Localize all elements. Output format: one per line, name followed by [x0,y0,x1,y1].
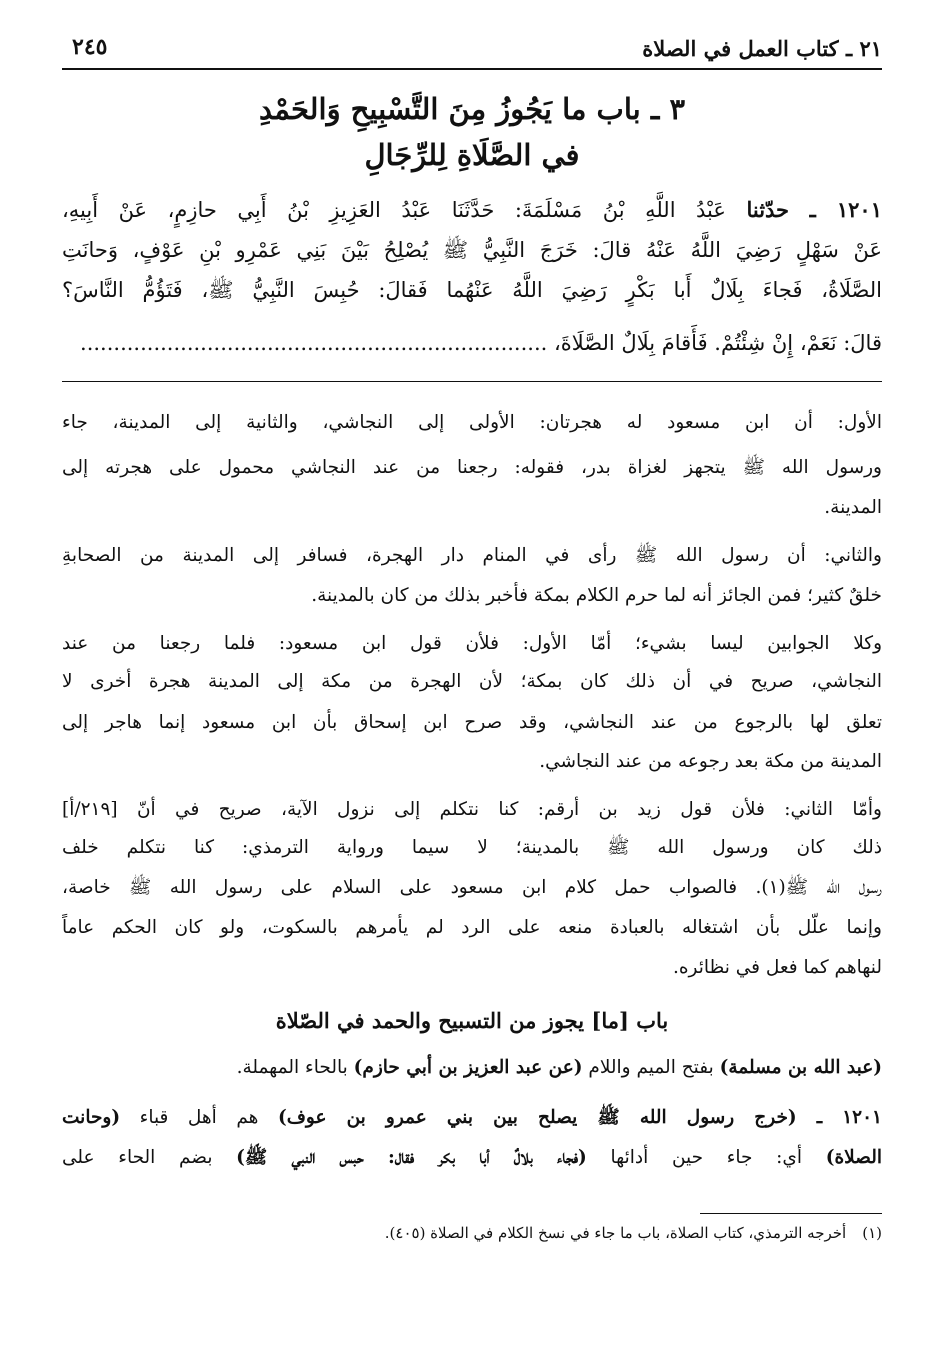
commentary-text: هم أهل قباء [120,1107,278,1128]
chapter-title-line-2: في الصَّلَاةِ لِلرِّجَالِ [364,138,580,172]
commentary-line-9: المدينة من مكة بعد رجوعه من عند النجاشي. [539,751,882,772]
hadith-number: ١٢٠١ ـ [809,197,882,222]
commentary-line-10: وأمّا الثاني: فلأن قول زيد بن أرقم: كنا نتكلم إلى نزول الآية، صريح في أنّ [٢١٩/أ] [62,799,882,820]
hadith-line-3: الصَّلَاةُ، فَجاءَ بِلَالٌ أَبا بَكْرٍ رَضِيَ اللَّهُ عَنْهُما فَقالَ: حُبِسَ النَّبِيُّ ﷺ، فَتَؤُمُّ النَّاسَ؟ [62,278,882,302]
bold-quote: (وحانت [62,1107,121,1128]
commentary-line-3: المدينة. [824,497,882,518]
commentary-line-11: ذلك كان ورسول الله ﷺ بالمدينة؛ لا سيما ورواية الترمذي: كنا نتكلم خلف [62,837,882,858]
hadith-line-1-text: عَبْدُ اللَّهِ بْنُ مَسْلَمَةَ: حَدَّثَنَا عَبْدُ العَزِيزِ بْنُ أَبِي حازِمٍ، عَنْ أَبِيهِ، [62,198,726,222]
commentary-line-5: خلقٌ كثير؛ فمن الجائز أنه لما حرم الكلام بمكة فأخبر بذلك من كان بالمدينة. [311,585,882,606]
hadith-line-4 [62,323,882,363]
commentary-line-4: والثاني: أن رسول الله ﷺ رأى في المنام دار الهجرة، فسافر إلى المدينة من الصحابةِ [62,545,882,566]
hadith-narration-lead: حدّثنا [746,197,790,222]
bold-quote: الصلاة) [825,1147,882,1168]
hadith-line-1 [62,190,882,230]
bold-quote: (فجاء بلالٌ أبا بكر فقال: حبس النبي ﷺ) [236,1147,587,1168]
commentary-text: بالحاء المهملة. [236,1057,354,1078]
commentary-line-6: وكلا الجوابين ليسا بشيء؛ أمّا الأول: فلأن قول ابن مسعود: فلما رجعنا من عند [62,633,882,654]
commentary-line-16 [62,1100,882,1136]
chapter-heading: ٢١ ـ كتاب العمل في الصلاة [642,36,882,61]
footnote-text: أخرجه الترمذي، كتاب الصلاة، باب ما جاء في نسخ الكلام في الصلاة (٤٠٥). [384,1224,847,1242]
commentary-line-7: النجاشي، صريح في أن ذلك كان بمكة؛ لأن الهجرة من مكة إلى المدينة هجرة أخرى لا [62,671,882,692]
commentary-line-2: ورسول الله ﷺ يتجهز لغزاة بدر، فقوله: رجعنا من عند النجاشي محمول على هجرته إلى [62,457,882,478]
header-rule [62,68,882,70]
bold-quote: ١٢٠١ ـ (خرج رسول الله ﷺ يصلح بين بني عمرو بن عوف) [277,1107,882,1128]
commentary-line-1: الأول: أن ابن مسعود له هجرتان: الأولى إلى النجاشي، والثانية إلى المدينة، جاء [62,412,882,433]
hadith-ellipsis: ...................................................................... [80,331,548,355]
commentary-text: بضم الحاء على [62,1147,237,1168]
commentary-line-15 [62,1050,882,1086]
footnote-rule [700,1213,882,1214]
commentary-subheading: باب [ما] يجوز من التسبيح والحمد في الصّلاة [275,1008,669,1033]
footnote [62,1224,882,1242]
footnote-number: (١) [862,1224,882,1242]
running-header [62,34,882,68]
commentary-line-12: رسول الله ﷺ(١). فالصواب حمل كلام ابن مسعود على السلام على رسول الله ﷺ خاصة، [62,877,882,898]
page-number: ٢٤٥ [72,34,108,60]
chapter-title-line-1: ٣ ـ باب ما يَجُوزُ مِنَ التَّسْبِيحِ وَالحَمْدِ [258,92,686,126]
hadith-line-4-text: قالَ: نَعَمْ، إِنْ شِئْتُمْ. فَأَقامَ بِلَالٌ الصَّلَاةَ، [554,331,882,355]
hadith-line-2: عَنْ سَهْلٍ رَضِيَ اللَّهُ عَنْهُ قالَ: خَرَجَ النَّبِيُّ ﷺ يُصْلِحُ بَيْنَ بَنِي عَمْرِو بْنِ عَوْفٍ، وَحانَتِ [62,238,882,262]
commentary-text: بفتح الميم واللام [582,1057,720,1078]
commentary-line-14: لنهاهم كما فعل في نظائره. [672,957,882,978]
commentary-line-13: وإنما علّل بأن اشتغاله بالعبادة منعه على الرد لم يأمرهم بالسكوت، ولو كان الحكم عاماً [62,917,882,938]
bold-quote: (عبد الله بن مسلمة) [719,1057,882,1078]
commentary-line-8: تعلق لها بالرجوع من عند النجاشي، وقد صرح ابن إسحاق بأن ابن مسعود إنما هاجر إلى [62,712,882,733]
section-separator [62,381,882,382]
commentary-text: أي: جاء حين أدائها [586,1147,826,1168]
commentary-line-17 [62,1140,882,1176]
bold-quote: (عن عبد العزيز بن أبي حازم) [353,1057,583,1078]
